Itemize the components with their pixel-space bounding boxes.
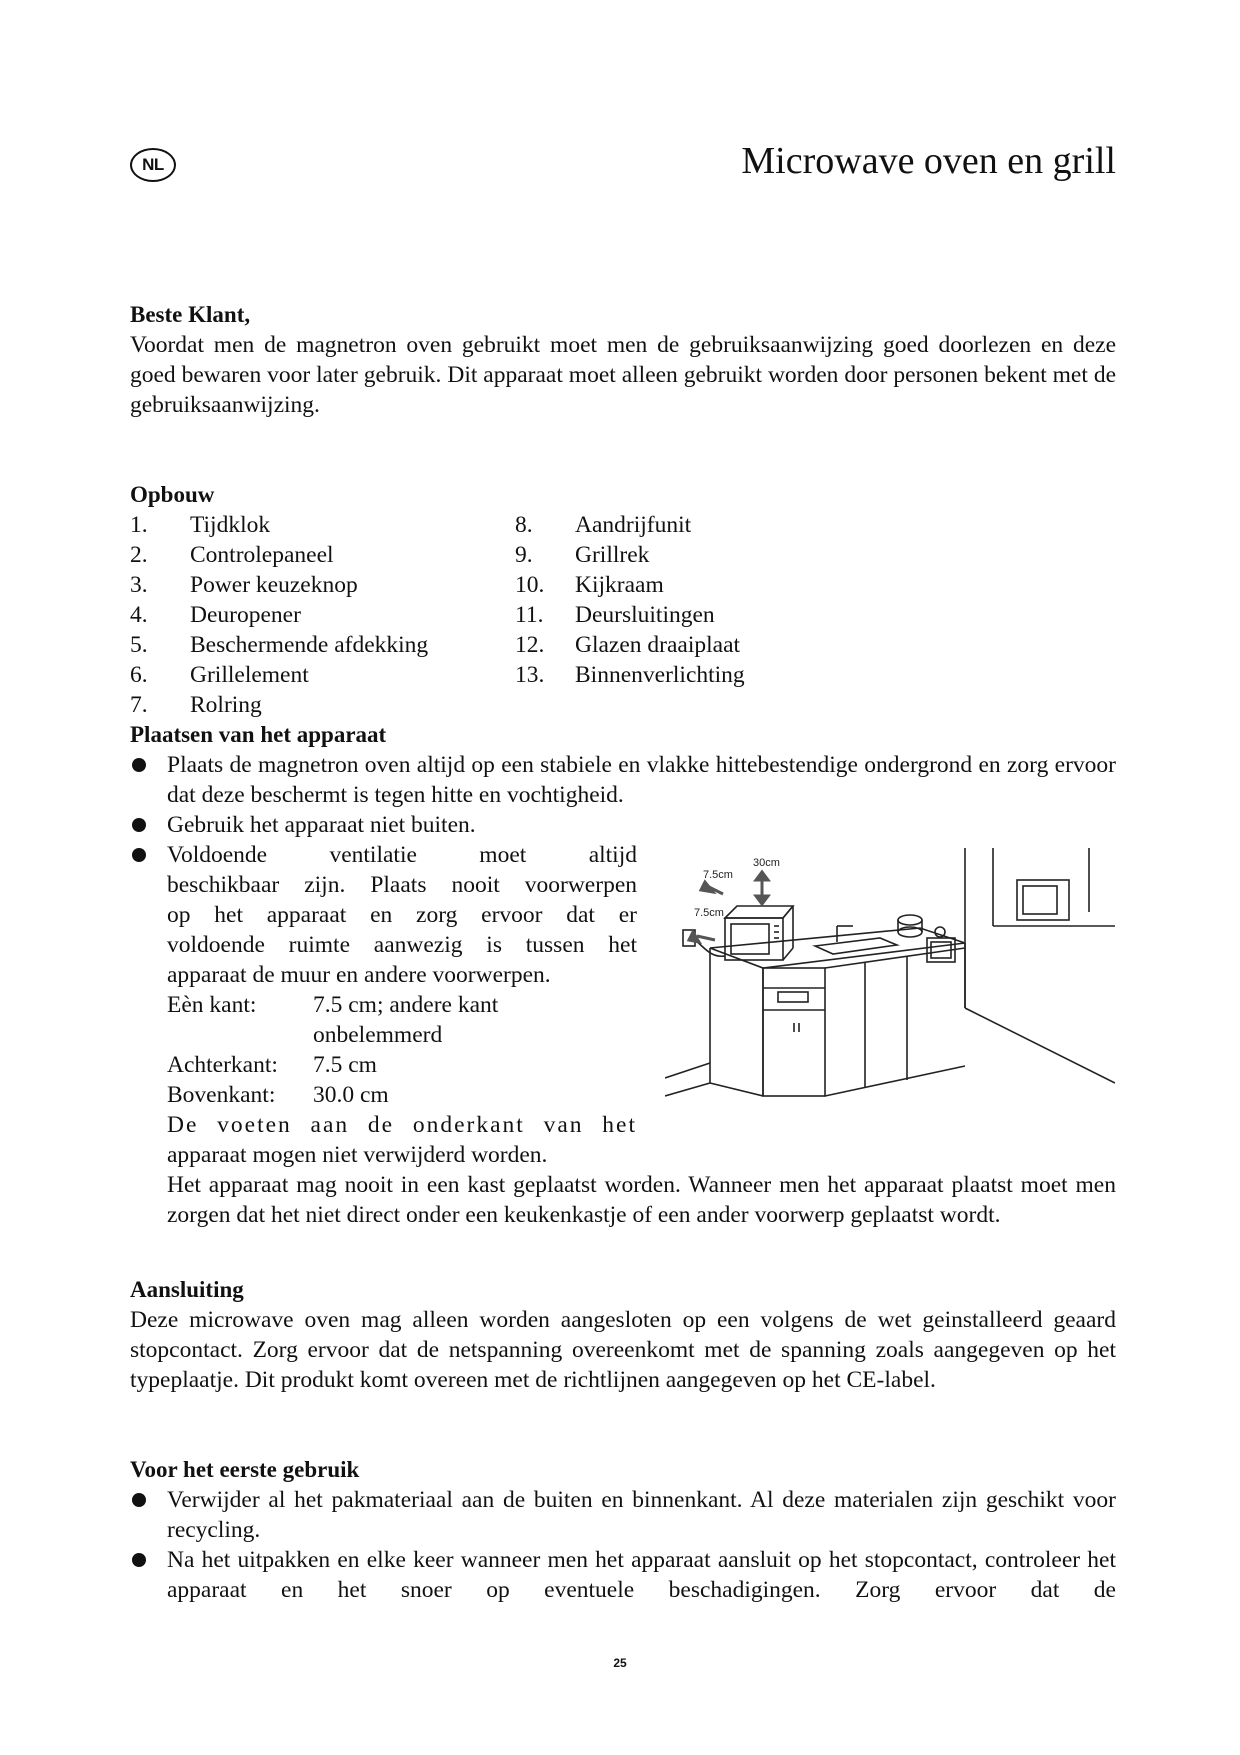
parts-list-right	[515, 510, 745, 690]
bullet-check-damage: Na het uitpakken en elke keer wanneer men het apparaat aansluit op het stopcontact, controleer het apparaat en het snoer op eventuele beschadigingen. Zorg ervoor dat de	[130, 1545, 1116, 1605]
clearance-back: Achterkant: 7.5 cm	[167, 1052, 377, 1078]
label-top-clearance: 30cm	[753, 857, 780, 869]
page-number: 25	[613, 1656, 627, 1670]
bullet-not-outdoors: Gebruik het apparaat niet buiten.	[130, 810, 1116, 840]
ventilation-line: voldoende ruimte aanwezig is tussen het	[167, 932, 637, 958]
bullet-icon	[132, 758, 146, 772]
language-badge: NL	[130, 148, 176, 182]
connection-section	[130, 1275, 1116, 1395]
list-item: 2. Controlepaneel	[130, 542, 334, 568]
list-item: 13. Binnenverlichting	[515, 662, 745, 688]
label-side-clearance: 7.5cm	[694, 907, 724, 919]
bullet-icon	[132, 848, 146, 862]
bullet-remove-packaging: Verwijder al het pakmateriaal aan de buiten en binnenkant. Al deze materialen zijn geschikt voor recycling.	[130, 1485, 1116, 1545]
clearance-side: Eèn kant: 7.5 cm; andere kant	[167, 992, 499, 1018]
list-item: 1. Tijdklok	[130, 512, 271, 538]
bullet-stable-surface: Plaats de magnetron oven altijd op een stabiele en vlakke hittebestendige ondergrond en zorg ervoor dat deze beschermt is tegen hitte en vochtigheid.	[130, 750, 1116, 810]
list-item: 7. Rolring	[130, 692, 262, 718]
placement-heading: Plaatsen van het apparaat	[130, 722, 387, 747]
list-item: 6. Grillelement	[130, 662, 309, 688]
parts-section	[130, 480, 830, 718]
page-title: Microwave oven en grill	[741, 140, 1116, 182]
connection-text: Deze microwave oven mag alleen worden aangesloten op een volgens de wet geinstalleerd geaard stopcontact. Zorg ervoor dat de netspanning overeenkomt met de spanning zoals aangegeven op het typeplaatje. Dit produkt komt overeen met de richtlijnen aangegeven op het CE-label.	[130, 1307, 1116, 1393]
list-item: 8. Aandrijfunit	[515, 512, 692, 538]
label-back-clearance: 7.5cm	[703, 869, 733, 881]
ventilation-line: op het apparaat en zorg ervoor dat er	[167, 902, 637, 928]
list-item: 12. Glazen draaiplaat	[515, 632, 741, 658]
ventilation-line: Voldoende ventilatie moet altijd	[167, 842, 637, 868]
ventilation-line: beschikbaar zijn. Plaats nooit voorwerpen	[167, 872, 637, 898]
bullet-icon	[132, 818, 146, 832]
list-item: 3. Power keuzeknop	[130, 572, 358, 598]
list-item: 4. Deuropener	[130, 602, 301, 628]
list-item: 9. Grillrek	[515, 542, 650, 568]
bullet-icon	[132, 1553, 146, 1567]
feet-line: De voeten aan de onderkant van het	[167, 1112, 637, 1138]
intro-heading: Beste Klant,	[130, 302, 251, 327]
parts-list-left	[130, 510, 428, 720]
list-item: 5. Beschermende afdekking	[130, 632, 429, 658]
connection-heading: Aansluiting	[130, 1277, 244, 1302]
first-use-heading: Voor het eerste gebruik	[130, 1457, 360, 1482]
cabinet-note: Het apparaat mag nooit in een kast geplaatst worden. Wanneer men het apparaat plaatst moet men zorgen dat het niet direct onder een keukenkastje of een ander voorwerp geplaatst wordt.	[167, 1172, 1116, 1228]
kitchen-placement-illustration	[665, 848, 1115, 1110]
feet-line: apparaat mogen niet verwijderd worden.	[167, 1142, 548, 1168]
bullet-icon	[132, 1493, 146, 1507]
list-item: 11. Deursluitingen	[515, 602, 715, 628]
first-use-section	[130, 1455, 1116, 1605]
intro-text: Voordat men de magnetron oven gebruikt moet men de gebruiksaanwijzing goed doorlezen en deze goed bewaren voor later gebruik. Dit apparaat moet alleen gebruikt worden door personen bekent met de gebruiksaanwijzing.	[130, 332, 1116, 418]
clearance-side-cont: onbelemmerd	[313, 1022, 443, 1048]
parts-heading: Opbouw	[130, 482, 215, 507]
list-item: 10. Kijkraam	[515, 572, 664, 598]
intro-section	[130, 300, 1116, 420]
ventilation-line: apparaat de muur en andere voorwerpen.	[167, 962, 551, 988]
clearance-top: Bovenkant: 30.0 cm	[167, 1082, 389, 1108]
